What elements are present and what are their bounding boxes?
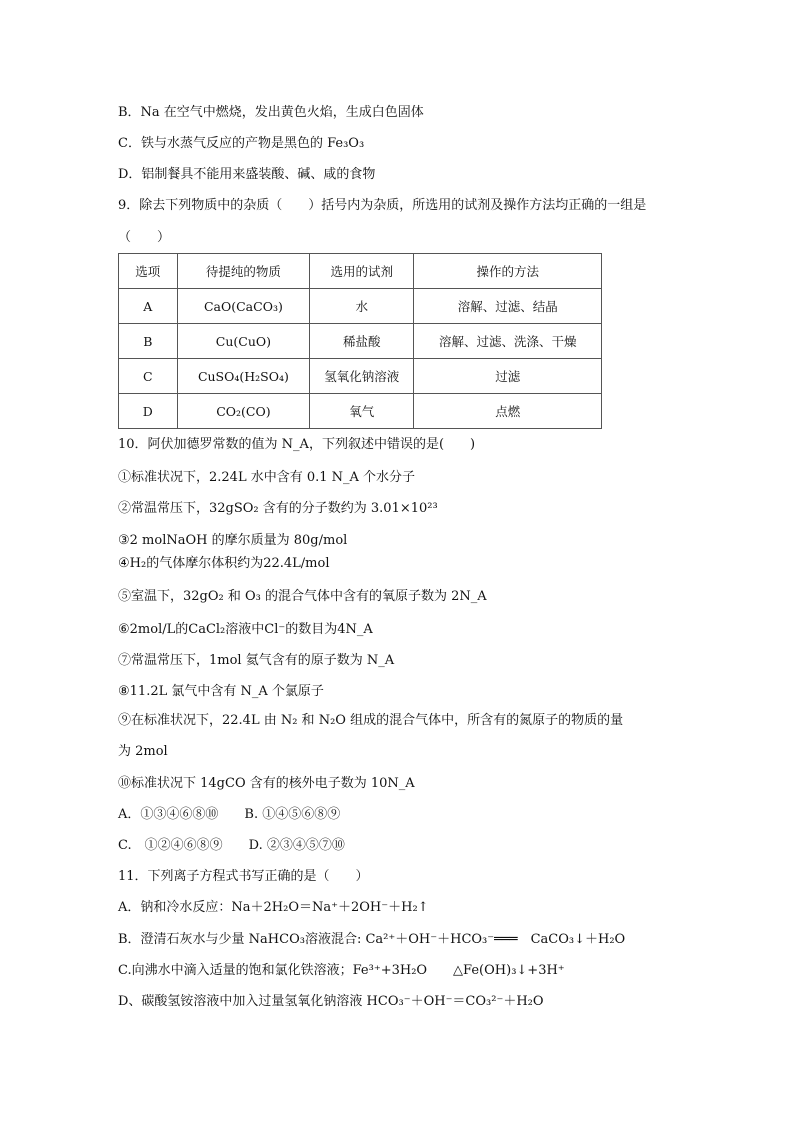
q10-choices-cd: C. ①②④⑥⑧⑨ D. ②③④⑤⑦⑩ <box>118 838 345 853</box>
table-header-cell: 选用的试剂 <box>310 254 414 289</box>
q11-option-c: C.向沸水中滴入适量的饱和氯化铁溶液；Fe³⁺+3H₂O △Fe(OH)₃↓+3H⁺ <box>118 963 565 978</box>
q10-stem: 10．阿伏加德罗常数的值为 N_A，下列叙述中错误的是( ) <box>118 437 476 452</box>
q11-option-a: A．钠和冷水反应：Na＋2H₂O＝Na⁺＋2OH⁻＋H₂↑ <box>118 900 429 915</box>
table-header-cell: 待提纯的物质 <box>177 254 310 289</box>
table-cell: 过滤 <box>414 359 602 394</box>
table-row <box>119 359 602 394</box>
table-header-cell: 选项 <box>119 254 178 289</box>
table-cell: CuSO₄(H₂SO₄) <box>177 359 310 394</box>
table-row <box>119 324 602 359</box>
q10-statement-1: ①标准状况下，2.24L 水中含有 0.1 N_A 个水分子 <box>118 470 416 485</box>
table-cell: 氢氧化钠溶液 <box>310 359 414 394</box>
q11-stem: 11．下列离子方程式书写正确的是（ ） <box>118 869 369 884</box>
q8-option-b: B．Na 在空气中燃烧，发出黄色火焰，生成白色固体 <box>118 105 424 120</box>
q10-statement-7: ⑦常温常压下，1mol 氦气含有的原子数为 N_A <box>118 653 395 668</box>
table-row <box>119 394 602 429</box>
q8-option-d: D．铝制餐具不能用来盛装酸、碱、咸的食物 <box>118 167 376 182</box>
q10-statement-9: ⑨在标准状况下，22.4L 由 N₂ 和 N₂O 组成的混合气体中，所含有的氮原子的物质的量 <box>118 713 624 728</box>
table-cell: C <box>119 359 178 394</box>
q10-statement-10: ⑩标准状况下 14gCO 含有的核外电子数为 10N_A <box>118 776 415 791</box>
table-header-cell: 操作的方法 <box>414 254 602 289</box>
table-cell: CO₂(CO) <box>177 394 310 429</box>
q11-option-b: B．澄清石灰水与少量 NaHCO₃溶液混合: Ca²⁺＋OH⁻＋HCO₃⁻═══ CaCO₃↓＋H₂O <box>118 932 626 947</box>
table-cell: 点燃 <box>414 394 602 429</box>
q10-statement-3: ③2 molNaOH 的摩尔质量为 80g/mol <box>118 533 348 548</box>
table-header-row <box>119 254 602 289</box>
table-cell: 氧气 <box>310 394 414 429</box>
q10-choices-ab: A．①③④⑥⑧⑩ B. ①④⑤⑥⑧⑨ <box>118 807 341 822</box>
q8-option-c: C．铁与水蒸气反应的产物是黑色的 Fe₃O₃ <box>118 136 365 151</box>
table-cell: 溶解、过滤、结晶 <box>414 289 602 324</box>
table-cell: 水 <box>310 289 414 324</box>
table-row <box>119 289 602 324</box>
q11-option-d: D、碳酸氢铵溶液中加入过量氢氧化钠溶液 HCO₃⁻＋OH⁻＝CO₃²⁻＋H₂O <box>118 994 544 1009</box>
q10-statement-4: ④H₂的气体摩尔体积约为22.4L/mol <box>118 556 330 571</box>
q10-statement-5: ⑤室温下，32gO₂ 和 O₃ 的混合气体中含有的氧原子数为 2N_A <box>118 589 487 604</box>
table-cell: Cu(CuO) <box>177 324 310 359</box>
q10-statement-9-cont: 为 2mol <box>118 744 168 759</box>
q9-options-table <box>118 253 602 429</box>
table-cell: A <box>119 289 178 324</box>
q10-statement-2: ②常温常压下，32gSO₂ 含有的分子数约为 3.01×10²³ <box>118 501 438 516</box>
table-cell: 溶解、过滤、洗涤、干燥 <box>414 324 602 359</box>
table-cell: B <box>119 324 178 359</box>
table-cell: 稀盐酸 <box>310 324 414 359</box>
q9-answer-blank: （ ） <box>118 230 171 245</box>
q9-stem: 9．除去下列物质中的杂质（ ）括号内为杂质，所选用的试剂及操作方法均正确的一组是 <box>118 198 647 213</box>
table-cell: CaO(CaCO₃) <box>177 289 310 324</box>
table-cell: D <box>119 394 178 429</box>
q10-statement-6: ⑥2mol/L的CaCl₂溶液中Cl⁻的数目为4N_A <box>118 622 373 637</box>
q10-statement-8: ⑧11.2L 氯气中含有 N_A 个氯原子 <box>118 684 324 699</box>
